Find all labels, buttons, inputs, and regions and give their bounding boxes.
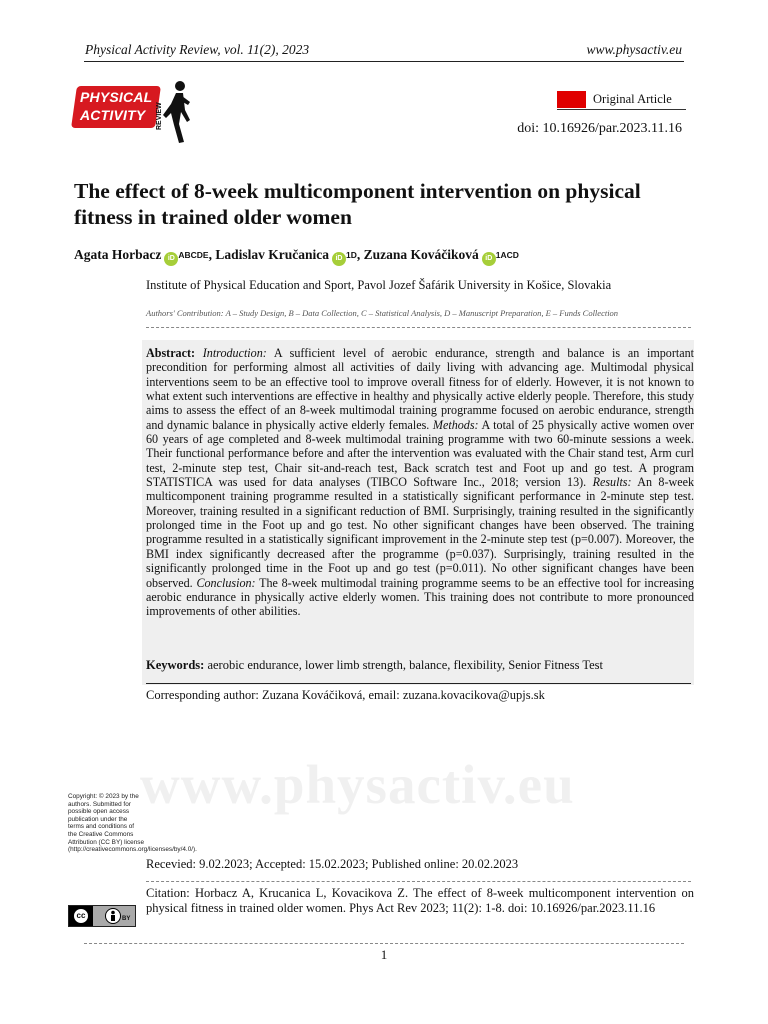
website-header[interactable]: www.physactiv.eu [586, 42, 682, 57]
journal-header: Physical Activity Review, vol. 11(2), 2023 [85, 42, 310, 57]
author-name: Agata Horbacz [74, 247, 162, 262]
doi[interactable]: doi: 10.16926/par.2023.11.16 [517, 121, 682, 136]
corresponding-author: Corresponding author: Zuzana Kováčiková, email: zuzana.kovacikova@upjs.sk [146, 688, 545, 702]
abstract-label: Abstract: [146, 346, 196, 360]
keywords-text: aerobic endurance, lower limb strength, balance, flexibility, Senior Fitness Test [207, 658, 603, 672]
footer-rule [84, 943, 684, 944]
runner-icon [162, 80, 192, 146]
author-name: Zuzana Kováčiková [363, 247, 479, 262]
author-affiliation: 1D [345, 250, 357, 260]
header-rule [84, 61, 684, 62]
keywords [146, 658, 603, 673]
author-affiliation: ABCDE [178, 250, 209, 260]
article-title: The effect of 8-week multicomponent intervention on physical fitness in trained older women [74, 179, 641, 229]
abstract-methods: A total of 25 physically active women over 60 years of age completed and 8-week multimodal training programme with two 60-minute sessions a week. Their functional performance before and after the intervention was evaluated with the Chair stand test, Arm curl test, 2-minute step test, Chair sit-and-reach test, Back scratch test and Foot up and go test. A program STATISTICA was used for data analyses (TIBCO Software Inc., 2018; version 13). [146, 417, 694, 490]
divider [146, 683, 691, 684]
publication-dates: Recevied: 9.02.2023; Accepted: 15.02.2023; Published online: 20.02.2023 [146, 857, 519, 871]
institution: Institute of Physical Education and Sport, Pavol Jozef Šafárik University in Košice, Slovakia [146, 278, 612, 292]
abstract-results: An 8-week multicomponent training programme resulted in a statistically significant performance in 2-minute step test. Moreover, training resulted in a significant reduction of BMI. Surprisingly, training resulted in the significantly prolonged time in the Foot up and go test. No other significant changes have been observed. The training programme resulted in a statistically significant improvement in the 2-minute step test (p=0.007). Moreover, the BMI index significantly decreased after the programme (p=0.037). Surprisingly, training resulted in the significantly prolonged time in the Foot up and go test (p=0.011). No other significant changes have been observed. [146, 475, 694, 590]
article-type-text: Original Article [593, 92, 672, 106]
author-separator: , [208, 247, 216, 262]
author-list [74, 247, 519, 266]
abstract-intro: A sufficient level of aerobic endurance, strength and balance is an important precondition for performing almost all activities of daily living with advancing age. Multimodal physical interventions seem to be an effective tool to improve overall fitness for of elderly. However, it is not known to what extent such interventions are effective in healthy and physically active elderly people. Therefore, this study aims to assess the effect of an 8-week multimodal training programme focused on aerobic endurance, strength and dynamic balance in physically active elderly females. [146, 346, 694, 432]
orcid-icon[interactable]: iD [332, 252, 346, 266]
article-type-marker [557, 91, 586, 108]
orcid-icon[interactable]: iD [164, 252, 178, 266]
abstract-conclusion: The 8-week multimodal training programme seems to be an effective tool for increasing aerobic endurance in physically active elderly women. This training does not contribute to more pronounced improvements of other abilities. [146, 575, 694, 619]
cc-by-license-badge[interactable] [68, 905, 136, 927]
author-separator: , [356, 247, 364, 262]
abstract [146, 346, 694, 619]
watermark: www.physactiv.eu [140, 754, 575, 815]
divider [146, 881, 691, 882]
author-contribution: Authors' Contribution: A – Study Design, B – Data Collection, C – Statistical Analysis, D – Manuscript Preparation, E – Funds Collection [146, 308, 619, 318]
author-name: Ladislav Kručanica [215, 247, 329, 262]
page-number: 1 [380, 947, 388, 962]
keywords-label: Keywords: [146, 658, 205, 672]
by-label: BY [122, 916, 131, 922]
person-icon [105, 908, 121, 924]
abstract-results-label: Results: [592, 475, 632, 490]
abstract-conclusion-label: Conclusion: [196, 575, 256, 590]
cc-icon: cc [73, 908, 89, 924]
orcid-icon[interactable]: iD [482, 252, 496, 266]
divider [146, 327, 691, 328]
abstract-intro-label: Introduction: [202, 346, 267, 360]
abstract-methods-label: Methods: [432, 417, 479, 432]
article-type-label [557, 91, 686, 110]
logo-text-activity: ACTIVITY [80, 107, 146, 123]
copyright-notice: Copyright: © 2023 by the authors. Submitted for possible open access publication under the terms and conditions of the Creative Commons Attribution (CC BY) license (http://creativecommons.org/licenses/by/4.0/). [68, 793, 197, 854]
citation: Citation: Horbacz A, Krucanica L, Kovacikova Z. The effect of 8-week multicomponent intervention on physical fitness in trained older women. Phys Act Rev 2023; 11(2): 1-8. doi: 10.16926/par.2023.11.16 [146, 886, 694, 915]
journal-logo [74, 78, 194, 148]
author-affiliation: 1ACD [495, 250, 519, 260]
logo-text-review: REVIEW [156, 102, 163, 130]
logo-text-physical: PHYSICAL [80, 89, 153, 105]
